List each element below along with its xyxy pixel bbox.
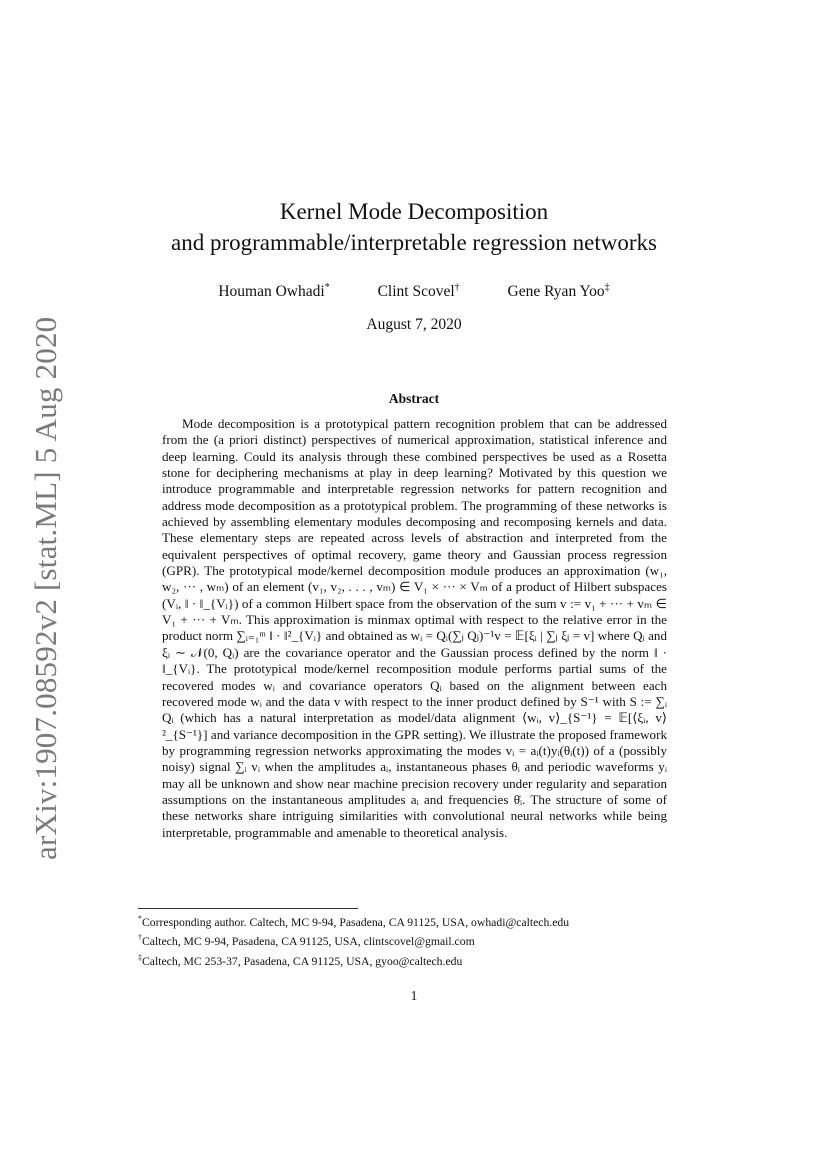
- author-name: Clint Scovel: [377, 283, 455, 301]
- footnote-rule: [138, 908, 358, 909]
- page-number: 1: [410, 988, 418, 1003]
- footnote-1: [138, 911, 698, 930]
- publication-date: August 7, 2020: [366, 316, 462, 333]
- footnote-text: Caltech, MC 9-94, Pasadena, CA 91125, USA, clintscovel@gmail.com: [142, 935, 475, 949]
- footnote-mark: ‡: [604, 282, 610, 293]
- footnote-mark: †: [454, 282, 460, 293]
- footnote-text: Caltech, MC 253-37, Pasadena, CA 91125, USA, gyoo@caltech.edu: [142, 954, 463, 968]
- footnote-text: Corresponding author. Caltech, MC 9-94, Pasadena, CA 91125, USA, owhadi@caltech.edu: [142, 915, 570, 929]
- author-list: [0, 282, 828, 301]
- footnotes: [138, 911, 698, 969]
- author-name: Houman Owhadi: [218, 283, 325, 301]
- author-3: [508, 282, 610, 301]
- author-name: Gene Ryan Yoo: [507, 283, 605, 301]
- footnote-2: [138, 930, 698, 949]
- abstract-heading: Abstract: [388, 391, 440, 406]
- paper-title-line1: Kernel Mode Decomposition: [279, 199, 549, 224]
- abstract-body: Mode decomposition is a prototypical pattern recognition problem that can be addressed from the (a priori distinct) perspectives of numerical approximation, statistical inference and deep learning. Could its analysis through these combined perspectives be used as a Rosetta stone for deciphering mechanisms at play in deep learning? Motivated by this question we introduce programmable and interpretable regression networks for pattern recognition and address mode decomposition as a prototypical problem. The programming of these networks is achieved by assembling elementary modules decomposing and recomposing kernels and data. These elementary steps are repeated across levels of abstraction and interpreted from the equivalent perspectives of optimal recovery, game theory and Gaussian process regression (GPR). The prototypical mode/kernel decomposition module produces an approximation (w₁, w₂, ··· , wₘ) of an element (v₁, v₂, . . . , vₘ) ∈ V₁ × ··· × Vₘ of a product of Hilbert subspaces (Vᵢ, ‖ · ‖_{Vᵢ}) of a common Hilbert space from the observation of the sum v := v₁ + ··· + vₘ ∈ V₁ + ··· + Vₘ. This approximation is minmax optimal with respect to the relative error in the product norm ∑ᵢ₌₁ᵐ ‖ · ‖²_{Vᵢ} and obtained as wᵢ = Qᵢ(∑ⱼ Qⱼ)⁻¹v = 𝔼[ξᵢ | ∑ⱼ ξⱼ = v] where Qᵢ and ξᵢ ∼ 𝒩(0, Qᵢ) are the covariance operator and the Gaussian process defined by the norm ‖ · ‖_{Vᵢ}. The prototypical mode/kernel recomposition module performs partial sums of the recovered modes wᵢ and covariance operators Qᵢ based on the alignment between each recovered mode wᵢ and the data v with respect to the inner product defined by S⁻¹ with S := ∑ᵢ Qᵢ (which has a natural interpretation as model/data alignment ⟨wᵢ, v⟩_{S⁻¹} = 𝔼[⟨ξᵢ, v⟩²_{S⁻¹}] and variance decomposition in the GPR setting). We illustrate the proposed framework by programming regression networks approximating the modes vᵢ = aᵢ(t)yᵢ(θᵢ(t)) of a (possibly noisy) signal ∑ᵢ vᵢ when the amplitudes aᵢ, instantaneous phases θᵢ and periodic waveforms yᵢ may all be unknown and show near machine precision recovery under regularity and separation assumptions on the instantaneous amplitudes aᵢ and frequencies θ̇ᵢ. The structure of some of these networks share intriguing similarities with convolutional neural networks while being interpretable, programmable and amenable to theoretical analysis.: [162, 416, 667, 840]
- footnote-mark: †: [138, 933, 142, 943]
- author-1: [218, 282, 329, 301]
- arxiv-identifier: arXiv:1907.08592v2 [stat.ML] 5 Aug 2020: [28, 316, 63, 860]
- paper-title-line2: and programmable/interpretable regression networks: [170, 230, 658, 255]
- author-2: [378, 282, 460, 301]
- footnote-mark: ‡: [138, 952, 142, 962]
- footnote-3: [138, 950, 698, 969]
- footnote-mark: *: [324, 282, 330, 293]
- footnote-mark: *: [138, 914, 142, 923]
